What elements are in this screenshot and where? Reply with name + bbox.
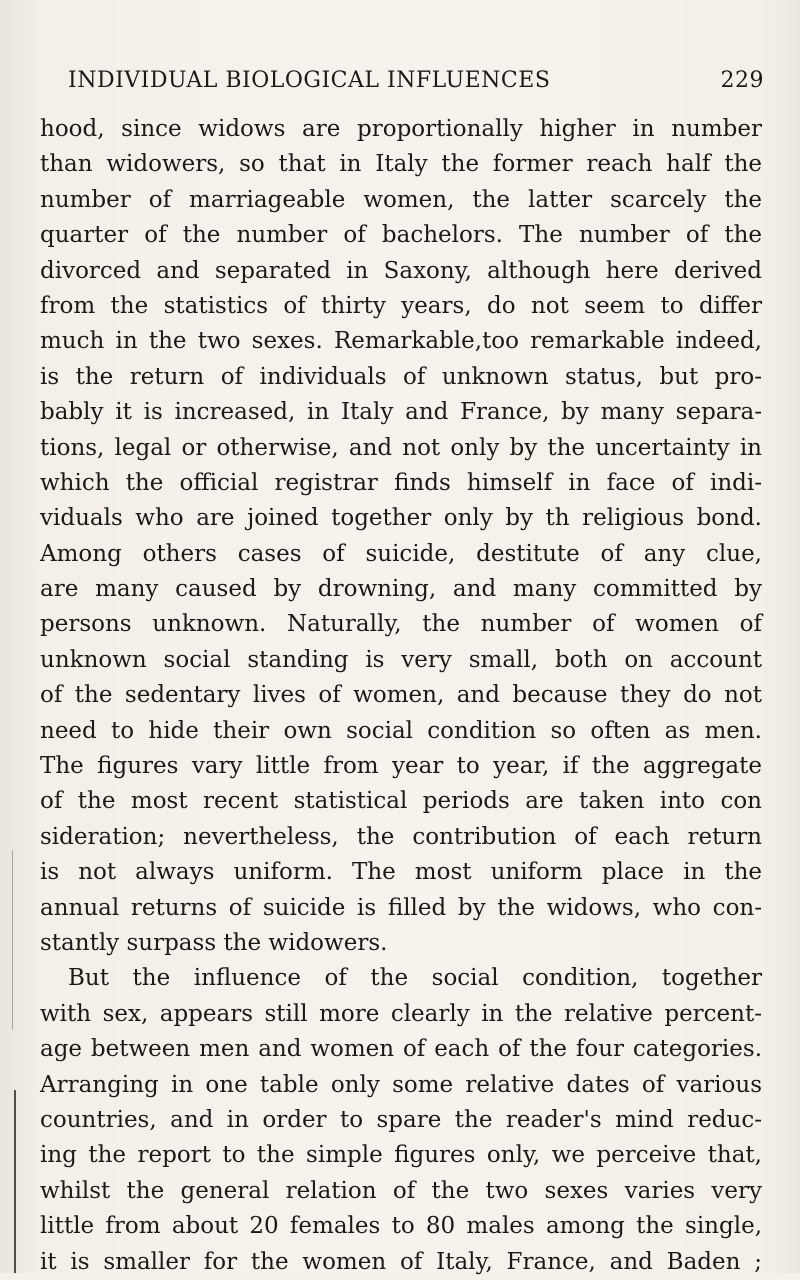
text-line: viduals who are joined together only by th religious bond. <box>40 505 762 532</box>
running-head-title: INDIVIDUAL BIOLOGICAL INFLUENCES <box>68 68 551 93</box>
page-number: 229 <box>720 68 764 93</box>
text-line: little from about 20 females to 80 males among the single, <box>40 1213 762 1240</box>
text-line: are many caused by drowning, and many committed by <box>40 576 762 603</box>
text-line: from the statistics of thirty years, do not seem to differ <box>40 292 762 319</box>
text-line: countries, and in order to spare the reader's mind reduc- <box>40 1106 762 1133</box>
text-line: unknown social standing is very small, both on account <box>40 646 762 673</box>
text-line: is the return of individuals of unknown status, but pro- <box>40 363 762 390</box>
text-line: quarter of the number of bachelors. The number of the <box>40 222 762 249</box>
body-text <box>40 112 762 1280</box>
text-line: But the influence of the social condition, together <box>68 965 762 992</box>
gutter-shadow <box>12 850 13 1030</box>
text-line: divorced and separated in Saxony, although here derived <box>40 257 762 284</box>
text-line: persons unknown. Naturally, the number of women of <box>40 611 762 638</box>
text-line: which the official registrar finds himself in face of indi- <box>40 469 762 496</box>
text-line: than widowers, so that in Italy the former reach half the <box>40 151 762 178</box>
text-line: ing the report to the simple figures only, we perceive that, <box>40 1142 762 1169</box>
text-line: much in the two sexes. Remarkable,too remarkable indeed, <box>40 328 762 355</box>
text-line: The figures vary little from year to year, if the aggregate <box>40 753 762 780</box>
text-line: is not always uniform. The most uniform place in the <box>40 859 762 886</box>
text-line: annual returns of suicide is filled by the widows, who con- <box>40 894 762 921</box>
text-line: tions, legal or otherwise, and not only by the uncertainty in <box>40 434 762 461</box>
text-line: number of marriageable women, the latter scarcely the <box>40 186 762 213</box>
text-line: stantly surpass the widowers. <box>40 929 388 956</box>
text-line: bably it is increased, in Italy and France, by many separa- <box>40 399 762 426</box>
text-line: of the most recent statistical periods are taken into con <box>40 788 762 815</box>
running-head <box>48 68 770 102</box>
text-line: Among others cases of suicide, destitute of any clue, <box>40 540 762 567</box>
text-line: Arranging in one table only some relative dates of various <box>40 1071 762 1098</box>
gutter-edge-line <box>14 1090 16 1273</box>
text-line: age between men and women of each of the four categories. <box>40 1036 762 1063</box>
text-line: hood, since widows are proportionally higher in number <box>40 116 762 142</box>
text-line: it is smaller for the women of Italy, France, and Baden ; <box>40 1248 762 1275</box>
text-line: of the sedentary lives of women, and because they do not <box>40 682 762 709</box>
text-line: need to hide their own social condition so often as men. <box>40 717 762 744</box>
text-line: whilst the general relation of the two sexes varies very <box>40 1177 762 1204</box>
text-line: sideration; nevertheless, the contribution of each return <box>40 823 762 850</box>
text-line: with sex, appears still more clearly in the relative percent- <box>40 1000 762 1027</box>
